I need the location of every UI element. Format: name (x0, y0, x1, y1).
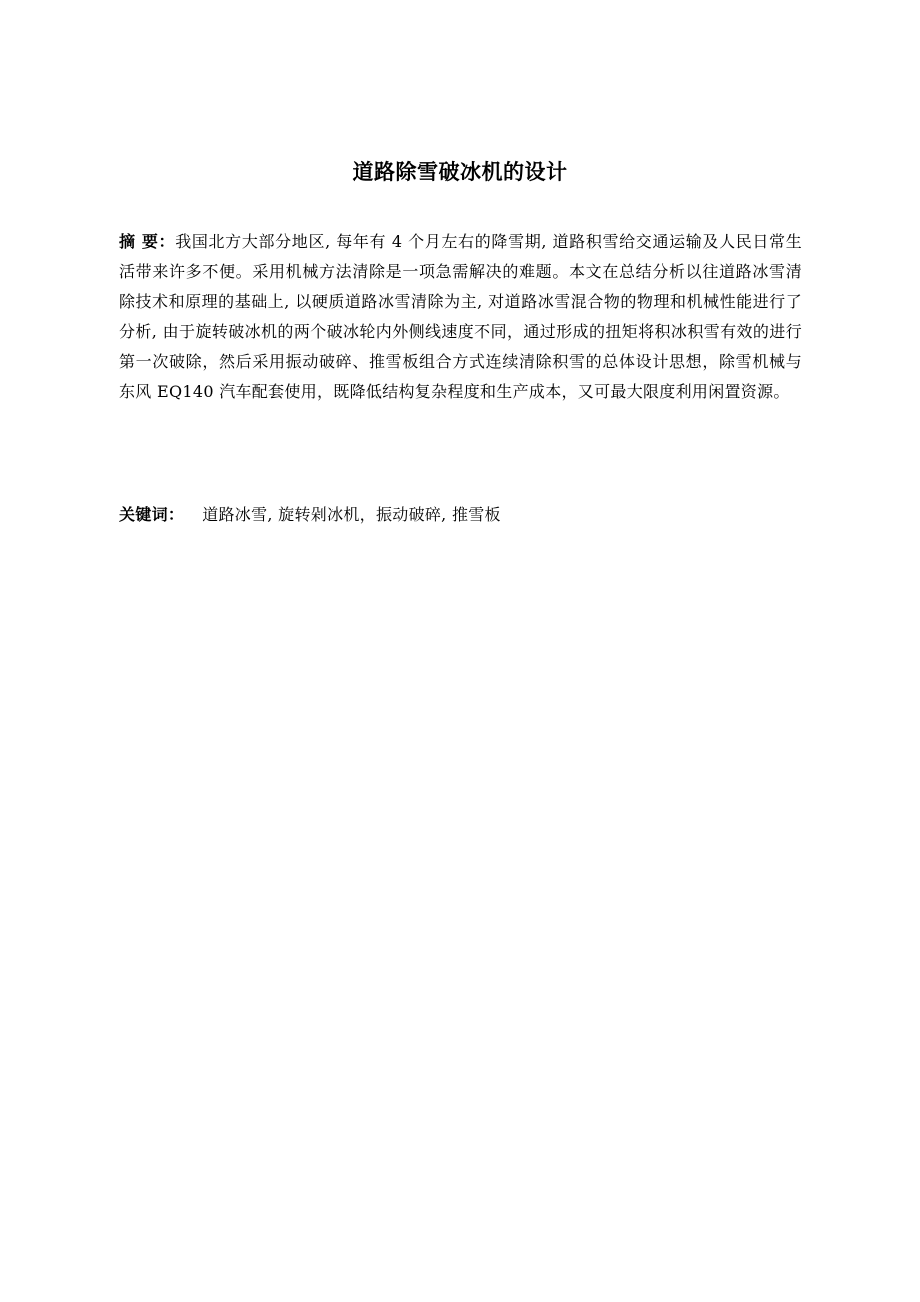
abstract-paragraph (119, 227, 802, 407)
keywords-line (119, 500, 802, 530)
abstract-label: 摘 要： (119, 232, 176, 251)
keywords-text: 道路冰雪, 旋转剁冰机，振动破碎, 推雪板 (202, 505, 501, 524)
keywords-label: 关键词： (119, 505, 185, 524)
document-title: 道路除雪破冰机的设计 (352, 160, 568, 184)
abstract-text: 我国北方大部分地区, 每年有 4 个月左右的降雪期, 道路积雪给交通运输及人民日常生活带来许多不便。采用机械方法清除是一项急需解决的难题。本文在总结分析以往道路冰雪清除技术和原理的基础上, 以硬质道路冰雪清除为主, 对道路冰雪混合物的物理和机械性能进行了分析, 由于旋转破冰机的两个破冰轮内外侧线速度不同，通过形成的扭矩将积冰积雪有效的进行第一次破除，然后采用振动破碎、推雪板组合方式连续清除积雪的总体设计思想，除雪机械与东风 EQ140 汽车配套使用，既降低结构复杂程度和生产成本，又可最大限度利用闲置资源。 (119, 232, 802, 401)
